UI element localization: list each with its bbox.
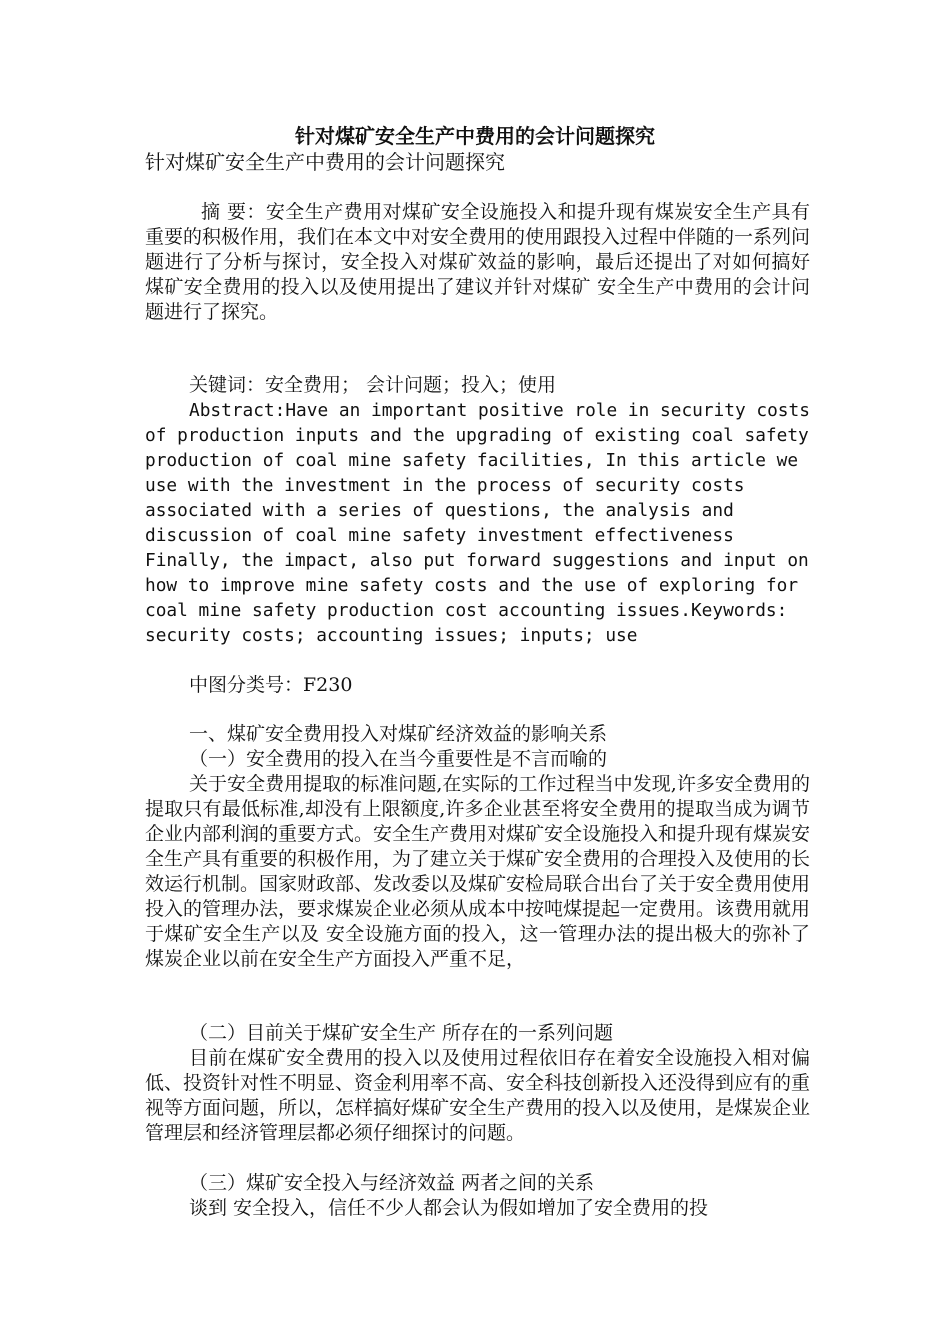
abstract-cn: 摘 要：安全生产费用对煤矿安全设施投入和提升现有煤炭安全生产具有重要的积极作用，我们在本文中对安全费用的使用跟投入过程中伴随的一系列问题进行了分析与探讨，安全投入对煤矿效益的影响，最后还提出了对如何搞好 煤矿安全费用的投入以及使用提出了建议并针对煤矿 安全生产中费用的会计问题进行了探究。 [145,201,811,323]
sub1-heading: （一）安全费用的投入在当今重要性是不言而喻的 [189,748,608,770]
sub2-heading: （二）目前关于煤矿安全生产 所存在的一系列问题 [189,1022,614,1044]
classification-code: 中图分类号：F230 [189,674,353,696]
sub2-body: 目前在煤矿安全费用的投入以及使用过程依旧存在着安全设施投入相对偏低、投资针对性不明显、资金利用率不高、安全科技创新投入还没得到应有的重视等方面问题，所以，怎样搞好煤矿安全生产费用的投入以及使用，是煤炭企业管理层和经济管理层都必须仔细探讨的问题。 [145,1047,811,1144]
sub3-body: 谈到 安全投入，信任不少人都会认为假如增加了安全费用的投 [189,1197,709,1219]
document-subtitle: 针对煤矿安全生产中费用的会计问题探究 [145,150,505,174]
section1-heading: 一、煤矿安全费用投入对煤矿经济效益的影响关系 [189,723,608,745]
sub3-heading: （三）煤矿安全投入与经济效益 两者之间的关系 [189,1172,595,1194]
abstract-en: Abstract:Have an important positive role in security costs of production inputs and the upgrading of existing coal safety production of coal mine safety facilities, In this article we use with the investment in the process of security costs associated with a series of questions, the analysis and discussion of coal mine safety investment effectiveness Finally, the impact, also put forward suggestions and input on how to improve mine safety costs and the use of exploring for coal mine safety production cost accounting issues.Keywords: security costs; accounting issues; inputs; use [145,400,810,646]
sub1-body: 关于安全费用提取的标准问题,在实际的工作过程当中发现,许多安全费用的提取只有最低标准,却没有上限额度,许多企业甚至将安全费用的提取当成为调节企业内部利润的重要方式。安全生产费用对煤矿安全设施投入和提升现有煤炭安全生产具有重要的积极作用，为了建立关于煤矿安全费用的合理投入及使用的长效运行机制。国家财政部、发改委以及煤矿安检局联合出台了关于安全费用使用投入的管理办法，要求煤炭企业必须从成本中按吨煤提起一定费用。该费用就用于煤矿安全生产以及 安全设施方面的投入，这一管理办法的提出极大的弥补了煤炭企业以前在安全生产方面投入严重不足， [145,773,811,970]
keywords-cn: 关键词：安全费用； 会计问题；投入；使用 [189,374,557,396]
document-title: 针对煤矿安全生产中费用的会计问题探究 [295,124,655,148]
